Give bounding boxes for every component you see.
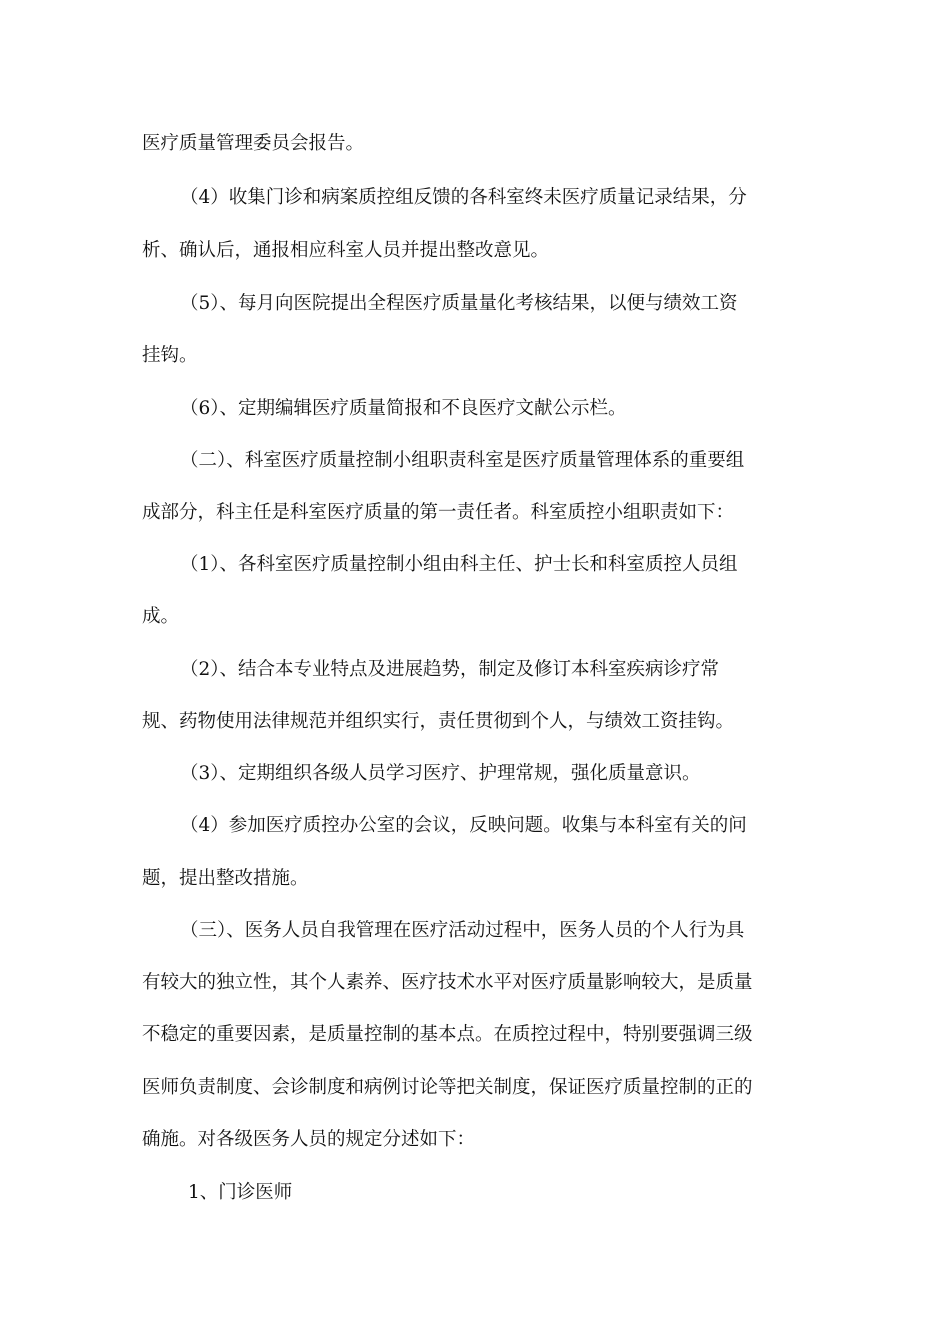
text-line: （二）、科室医疗质量控制小组职责科室是医疗质量管理体系的重要组 [180, 450, 745, 471]
text-line: （3）、定期组织各级人员学习医疗、护理常规，强化质量意识。 [180, 763, 701, 784]
section-heading: 1、门诊医师 [188, 1182, 293, 1203]
text-line: 析、确认后，通报相应科室人员并提出整改意见。 [142, 240, 550, 261]
text-line: 规、药物使用法律规范并组织实行，责任贯彻到个人，与绩效工资挂钩。 [142, 711, 735, 732]
text-line: 确施。对各级医务人员的规定分述如下： [142, 1129, 476, 1150]
text-line: 挂钩。 [142, 345, 198, 366]
text-line: （2）、结合本专业特点及进展趋势，制定及修订本科室疾病诊疗常 [180, 659, 720, 680]
text-line: 成。 [142, 606, 180, 627]
text-line: （4）参加医疗质控办公室的会议，反映问题。收集与本科室有关的问 [180, 815, 747, 836]
text-line: （4）收集门诊和病案质控组反馈的各科室终未医疗质量记录结果，分 [180, 187, 747, 208]
text-line: 医师负责制度、会诊制度和病例讨论等把关制度，保证医疗质量控制的正的 [142, 1077, 753, 1098]
text-line: 医疗质量管理委员会报告。 [142, 133, 365, 154]
text-line: 不稳定的重要因素，是质量控制的基本点。在质控过程中，特别要强调三级 [142, 1024, 753, 1045]
text-line: （6）、定期编辑医疗质量简报和不良医疗文献公示栏。 [180, 398, 627, 419]
text-line: 有较大的独立性，其个人素养、医疗技术水平对医疗质量影响较大，是质量 [142, 972, 753, 993]
text-line: 题，提出整改措施。 [142, 868, 309, 889]
text-line: （5）、每月向医院提出全程医疗质量量化考核结果，以便与绩效工资 [180, 293, 738, 314]
text-line: （1）、各科室医疗质量控制小组由科主任、护士长和科室质控人员组 [180, 554, 738, 575]
text-line: 成部分，科主任是科室医疗质量的第一责任者。科室质控小组职责如下： [142, 502, 735, 523]
text-line: （三）、医务人员自我管理在医疗活动过程中，医务人员的个人行为具 [180, 920, 745, 941]
